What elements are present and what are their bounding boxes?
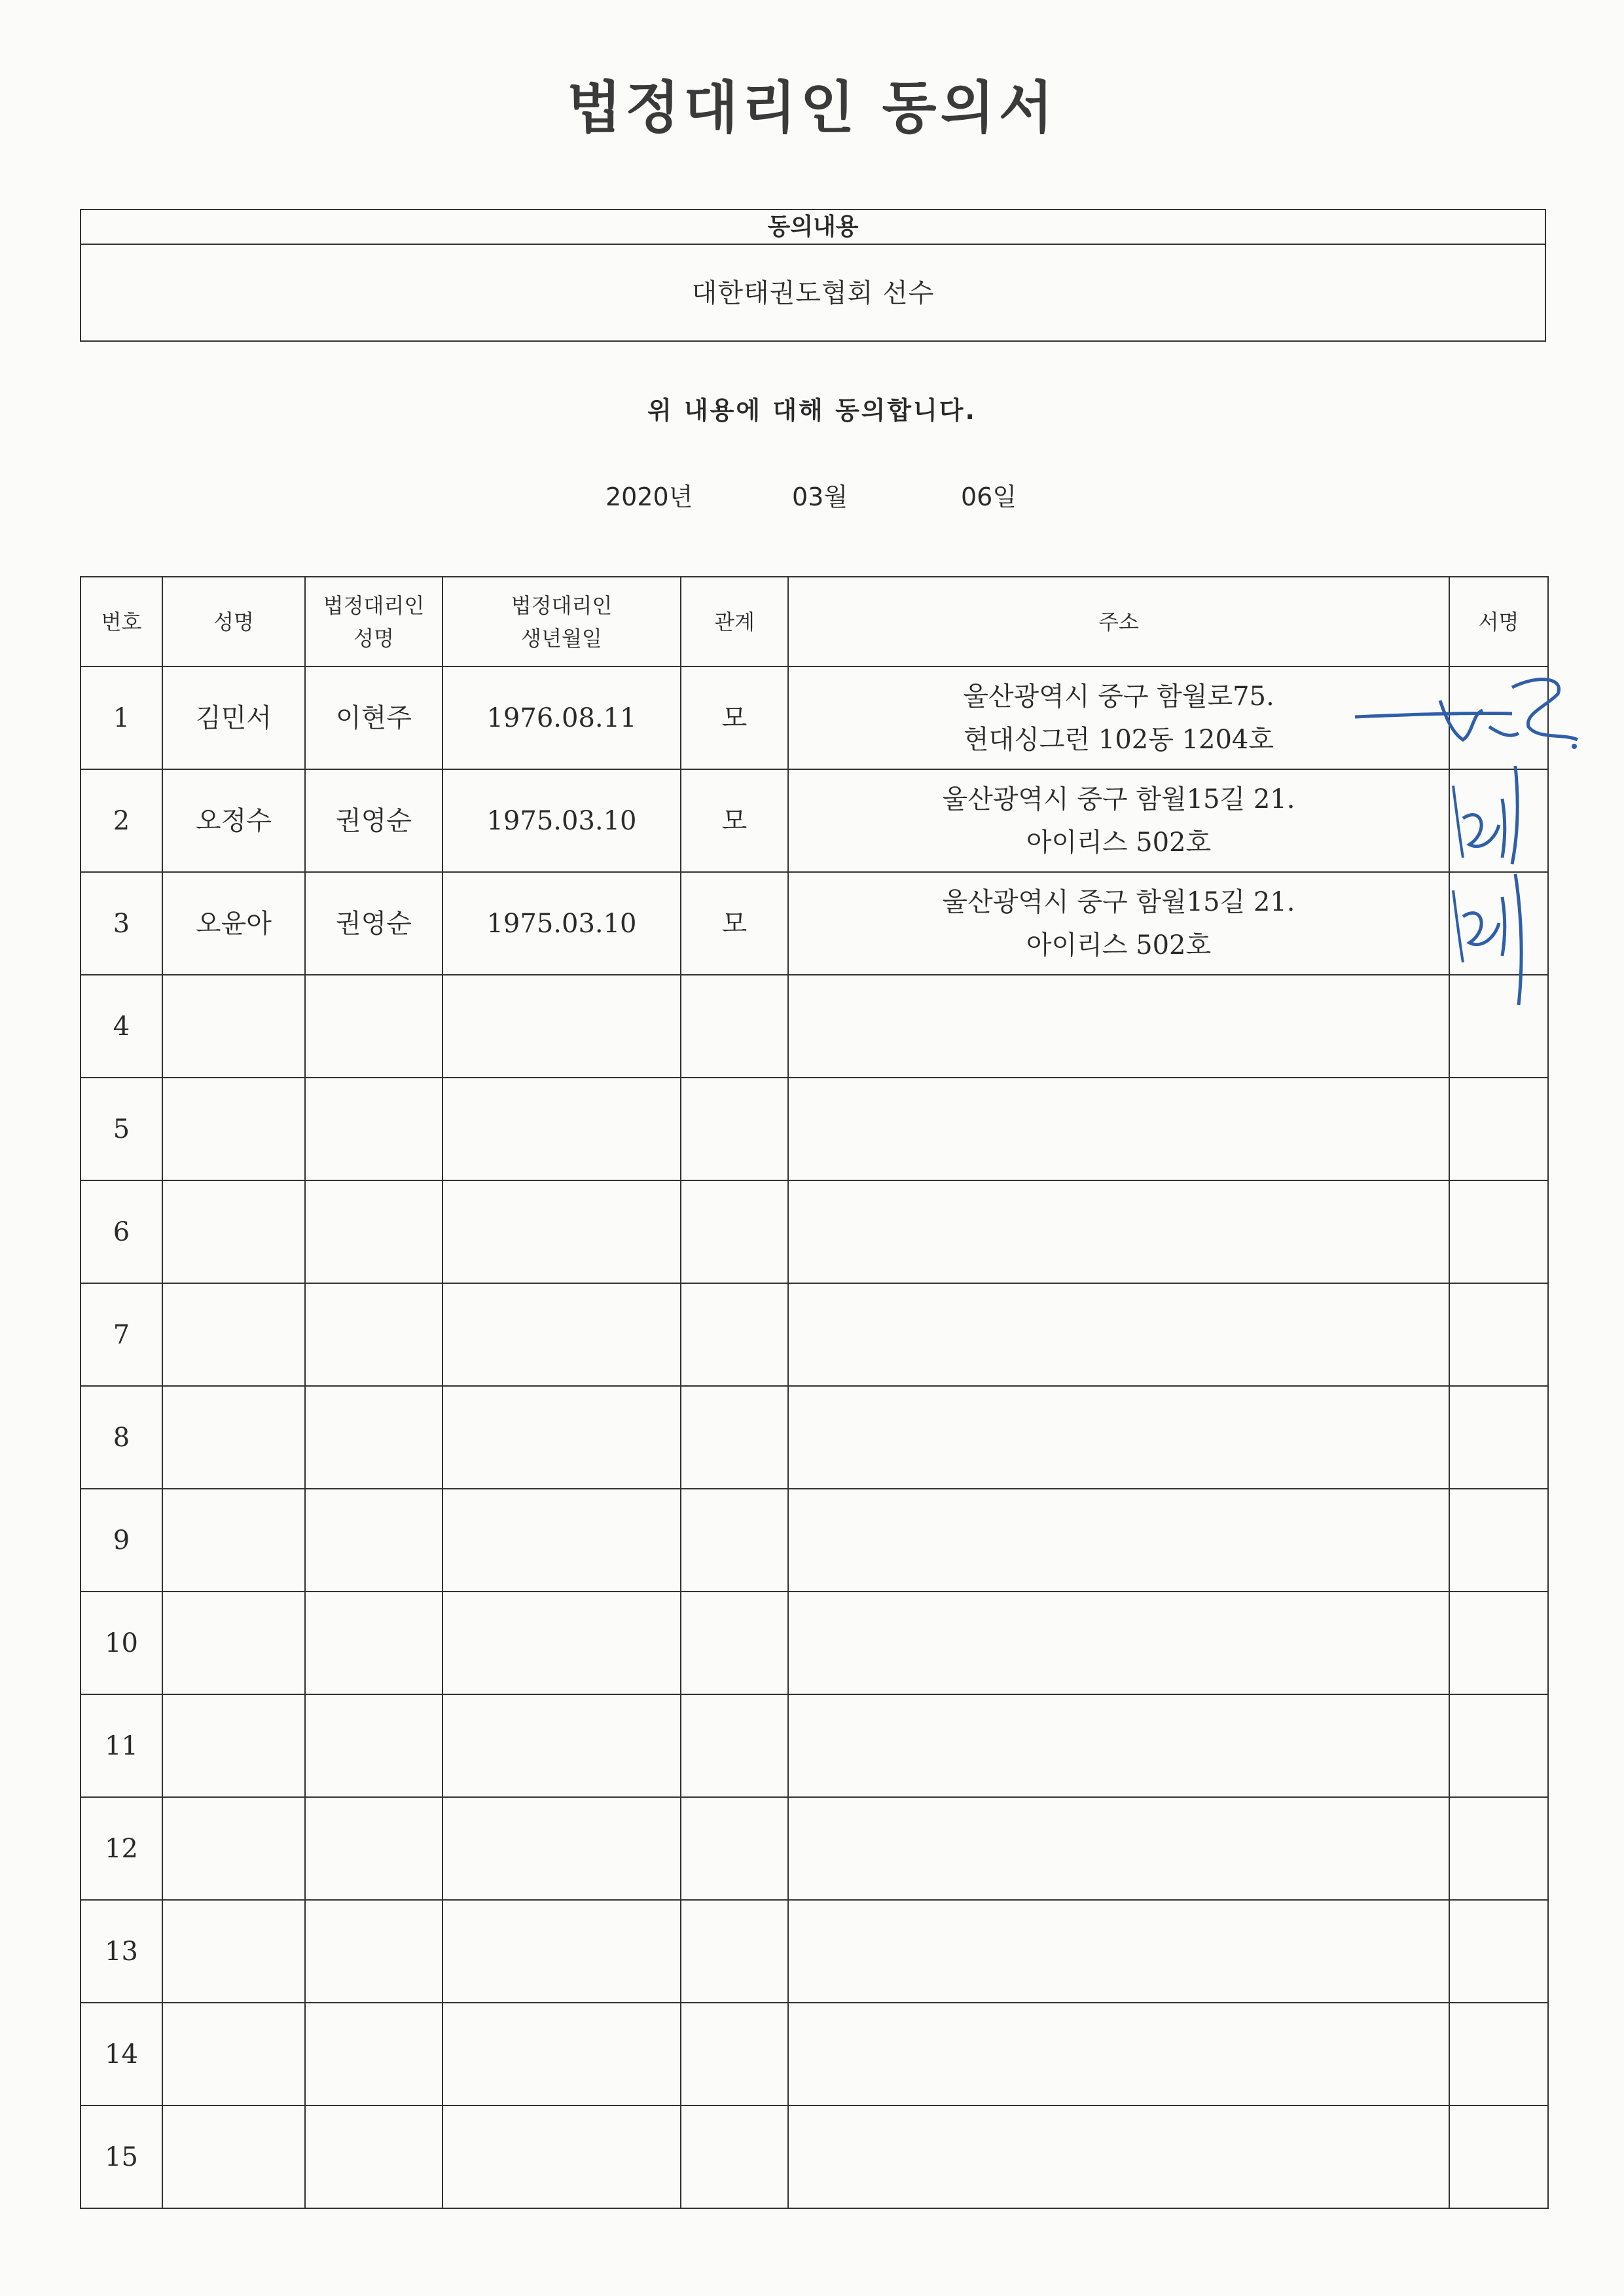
row-relation — [681, 1386, 788, 1489]
row-address-line2: 아이리스 502호 — [1026, 930, 1212, 960]
row-name — [162, 2105, 305, 2208]
consent-header: 동의내용 — [81, 210, 1545, 245]
row-guardian-birth — [442, 2105, 681, 2208]
header-guardian-name — [305, 577, 442, 666]
row-signature — [1449, 2003, 1548, 2105]
header-guardian-birth — [442, 577, 681, 666]
row-relation — [681, 1489, 788, 1592]
row-address — [788, 2105, 1449, 2208]
row-guardian-birth: 1975.03.10 — [442, 872, 681, 975]
row-address — [788, 1283, 1449, 1386]
row-signature — [1449, 1900, 1548, 2003]
row-relation — [681, 2003, 788, 2105]
table-header-row — [81, 577, 1548, 666]
row-name — [162, 1900, 305, 2003]
document-title: 법정대리인 동의서 — [567, 75, 1057, 141]
table-row — [81, 1489, 1548, 1592]
header-guardian-birth-line2: 생년월일 — [521, 625, 602, 651]
row-guardian-name — [305, 1078, 442, 1180]
row-guardian-birth — [442, 975, 681, 1078]
row-name — [162, 1180, 305, 1283]
row-no: 1 — [81, 666, 162, 769]
row-guardian-birth: 1975.03.10 — [442, 769, 681, 872]
row-name — [162, 1386, 305, 1489]
row-signature — [1449, 1386, 1548, 1489]
row-no: 8 — [81, 1386, 162, 1489]
row-address-line1: 울산광역시 중구 함월15길 21. — [942, 784, 1295, 814]
row-name — [162, 1489, 305, 1592]
row-guardian-birth — [442, 1283, 681, 1386]
row-address-line2: 현대싱그런 102동 1204호 — [963, 724, 1274, 755]
header-address: 주소 — [788, 577, 1449, 666]
header-signature: 서명 — [1449, 577, 1548, 666]
row-address — [788, 1078, 1449, 1180]
row-relation — [681, 1694, 788, 1797]
row-name — [162, 1592, 305, 1694]
row-guardian-name — [305, 1900, 442, 2003]
header-guardian-birth-line1: 법정대리인 — [511, 592, 613, 618]
row-signature — [1449, 1797, 1548, 1900]
row-no: 14 — [81, 2003, 162, 2105]
row-address — [788, 1386, 1449, 1489]
row-guardian-name — [305, 1489, 442, 1592]
row-relation: 모 — [681, 872, 788, 975]
row-relation: 모 — [681, 769, 788, 872]
row-no: 10 — [81, 1592, 162, 1694]
row-guardian-name — [305, 1694, 442, 1797]
table-row — [81, 1694, 1548, 1797]
header-guardian-name-line2: 성명 — [353, 625, 394, 651]
row-relation — [681, 1797, 788, 1900]
row-signature — [1449, 1283, 1548, 1386]
row-signature — [1449, 2105, 1548, 2208]
row-guardian-name — [305, 1592, 442, 1694]
row-address — [788, 1180, 1449, 1283]
row-signature — [1449, 1489, 1548, 1592]
row-name — [162, 975, 305, 1078]
date-day: 06일 — [961, 483, 1017, 511]
row-guardian-name — [305, 2003, 442, 2105]
date-month: 03월 — [792, 483, 848, 511]
row-relation — [681, 1078, 788, 1180]
row-guardian-name — [305, 1283, 442, 1386]
table-row — [81, 1592, 1548, 1694]
row-name — [162, 1694, 305, 1797]
row-guardian-birth — [442, 1592, 681, 1694]
row-relation — [681, 1900, 788, 2003]
row-guardian-birth — [442, 1386, 681, 1489]
row-address — [788, 975, 1449, 1078]
row-relation — [681, 2105, 788, 2208]
row-address — [788, 1900, 1449, 2003]
row-address — [788, 2003, 1449, 2105]
header-name: 성명 — [162, 577, 305, 666]
row-guardian-birth — [442, 1489, 681, 1592]
row-address — [788, 1489, 1449, 1592]
table-row — [81, 666, 1548, 769]
table-row — [81, 872, 1548, 975]
row-no: 2 — [81, 769, 162, 872]
row-guardian-birth — [442, 1180, 681, 1283]
row-guardian-birth — [442, 1694, 681, 1797]
row-address — [788, 1797, 1449, 1900]
header-guardian-name-line1: 법정대리인 — [323, 592, 425, 618]
table-row — [81, 769, 1548, 872]
row-guardian-name — [305, 1386, 442, 1489]
row-name — [162, 2003, 305, 2105]
row-relation — [681, 1180, 788, 1283]
row-address — [788, 1592, 1449, 1694]
row-guardian-name: 권영순 — [305, 769, 442, 872]
table-row — [81, 975, 1548, 1078]
row-name — [162, 1283, 305, 1386]
signature-mark-2 — [1450, 759, 1542, 871]
row-address — [788, 769, 1449, 872]
row-guardian-name — [305, 975, 442, 1078]
row-address-line1: 울산광역시 중구 함월로75. — [963, 681, 1274, 712]
row-name: 오정수 — [162, 769, 305, 872]
row-no: 5 — [81, 1078, 162, 1180]
guardian-table — [80, 576, 1549, 2209]
row-guardian-birth — [442, 1078, 681, 1180]
row-name: 김민서 — [162, 666, 305, 769]
row-guardian-name — [305, 2105, 442, 2208]
row-guardian-name — [305, 1180, 442, 1283]
row-guardian-name: 이현주 — [305, 666, 442, 769]
signature-mark-1 — [1348, 661, 1591, 766]
header-relation: 관계 — [681, 577, 788, 666]
table-row — [81, 2003, 1548, 2105]
row-no: 13 — [81, 1900, 162, 2003]
row-name — [162, 1078, 305, 1180]
row-relation — [681, 1592, 788, 1694]
row-signature — [1449, 1592, 1548, 1694]
date-year: 2020년 — [605, 483, 693, 511]
row-no: 15 — [81, 2105, 162, 2208]
row-guardian-birth — [442, 1797, 681, 1900]
agree-statement: 위 내용에 대해 동의합니다. — [647, 396, 977, 425]
table-row — [81, 1797, 1548, 1900]
row-address-line1: 울산광역시 중구 함월15길 21. — [942, 886, 1295, 917]
table-row — [81, 1078, 1548, 1180]
row-no: 11 — [81, 1694, 162, 1797]
row-relation — [681, 1283, 788, 1386]
consent-content: 대한태권도협회 선수 — [691, 278, 935, 308]
signature-mark-3 — [1450, 871, 1542, 1008]
table-row — [81, 2105, 1548, 2208]
row-name: 오윤아 — [162, 872, 305, 975]
row-signature — [1449, 1078, 1548, 1180]
header-no: 번호 — [81, 577, 162, 666]
row-no: 7 — [81, 1283, 162, 1386]
row-no: 9 — [81, 1489, 162, 1592]
row-guardian-name: 권영순 — [305, 872, 442, 975]
row-address-line2: 아이리스 502호 — [1026, 827, 1212, 858]
table-row — [81, 1900, 1548, 2003]
row-guardian-birth: 1976.08.11 — [442, 666, 681, 769]
row-no: 4 — [81, 975, 162, 1078]
row-relation — [681, 975, 788, 1078]
row-no: 3 — [81, 872, 162, 975]
row-relation: 모 — [681, 666, 788, 769]
row-guardian-birth — [442, 2003, 681, 2105]
table-row — [81, 1180, 1548, 1283]
row-guardian-name — [305, 1797, 442, 1900]
consent-box — [80, 209, 1546, 342]
row-guardian-birth — [442, 1900, 681, 2003]
row-signature — [1449, 1180, 1548, 1283]
row-no: 12 — [81, 1797, 162, 1900]
row-address — [788, 872, 1449, 975]
row-address — [788, 1694, 1449, 1797]
table-row — [81, 1283, 1548, 1386]
row-name — [162, 1797, 305, 1900]
row-no: 6 — [81, 1180, 162, 1283]
row-signature — [1449, 1694, 1548, 1797]
table-row — [81, 1386, 1548, 1489]
